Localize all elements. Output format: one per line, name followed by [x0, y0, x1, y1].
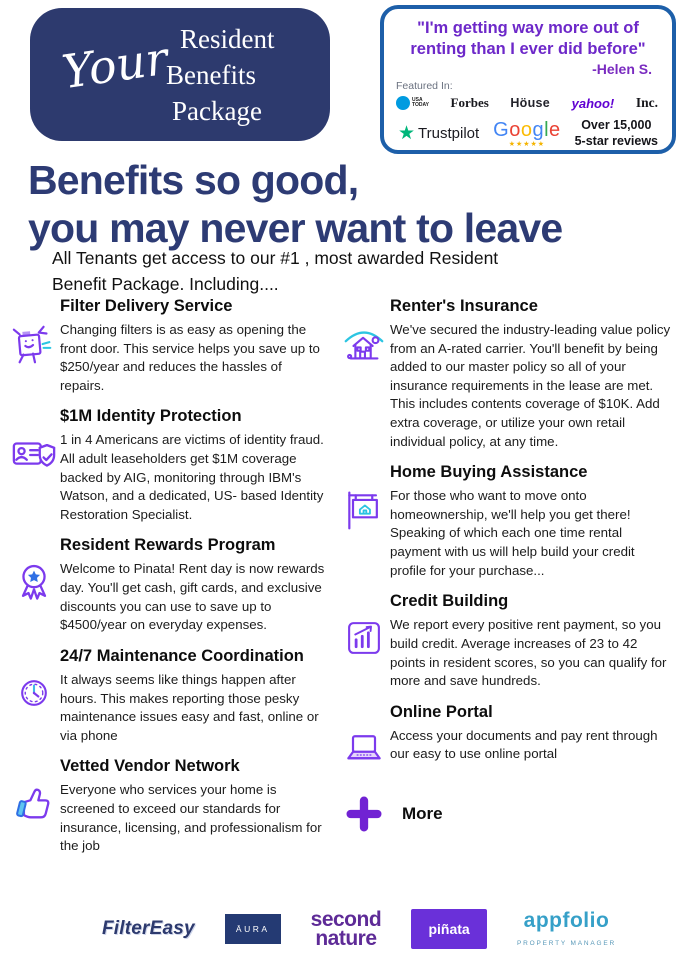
secondnature-line-2: nature	[315, 927, 377, 950]
partner-logos-row	[102, 903, 616, 955]
award-ribbon-icon	[8, 560, 60, 605]
benefit-title: Credit Building	[390, 592, 509, 611]
trustpilot-label: Trustpilot	[418, 125, 480, 143]
benefit-title: Renter's Insurance	[390, 297, 538, 315]
benefits-grid	[8, 297, 678, 868]
benefit-vendor-network	[8, 757, 338, 855]
google-logo	[493, 120, 561, 148]
benefit-body: For those who want to move onto homeownership, we'll help you get there! Speaking of which each one time rental payment with us will help build your credit profile for your purchase...	[390, 488, 635, 578]
page-subtitle	[52, 245, 498, 298]
benefit-maintenance	[8, 647, 338, 745]
review-logos-row	[396, 118, 660, 149]
google-letter: g	[532, 118, 545, 141]
google-stars-icon: ★★★★★	[508, 140, 546, 148]
benefit-title: Vetted Vendor Network	[60, 757, 240, 776]
yahoo-logo: yahoo!	[571, 95, 615, 111]
benefit-title: 24/7 Maintenance Coordination	[60, 646, 304, 665]
testimonial-attribution: -Helen S.	[592, 61, 652, 78]
more-label: More	[402, 803, 443, 823]
quote-line-1: "I'm getting way more out of	[417, 19, 639, 37]
google-letter: l	[544, 118, 550, 141]
trustpilot-star-icon: ★	[398, 123, 416, 145]
google-letter: G	[493, 118, 510, 141]
page-title	[28, 156, 562, 253]
usatoday-circle-icon	[396, 96, 410, 110]
clock-icon	[8, 671, 60, 714]
brand-logo-card	[30, 8, 330, 141]
reviews-line-2: 5-star reviews	[574, 133, 658, 148]
appfolio-logo	[517, 909, 616, 950]
benefit-title: Resident Rewards Program	[60, 536, 276, 555]
reviews-line-1: Over 15,000	[581, 118, 652, 133]
logo-wordmark	[158, 22, 275, 130]
bar-chart-icon	[338, 616, 390, 659]
benefits-column-left	[8, 297, 338, 868]
benefit-identity-protection	[8, 407, 338, 524]
benefit-filter-delivery	[8, 297, 338, 395]
benefit-rewards-program	[8, 536, 338, 634]
benefit-body: It always seems like things happen after hours. This makes reporting those pesky maintenance issues easy and fast, online or via phone	[60, 671, 319, 743]
house-rainbow-icon	[338, 321, 390, 368]
secondnature-logo	[310, 907, 382, 950]
thumbs-up-icon	[8, 781, 60, 826]
appfolio-wordmark: appfolio	[523, 908, 610, 932]
sign-house-icon	[338, 487, 390, 532]
benefit-title: Online Portal	[390, 702, 493, 721]
benefit-more	[344, 794, 678, 834]
benefit-body: 1 in 4 Americans are victims of identity fraud. All adult leaseholders get $1M coverage backed by AIG, monitoring through IBM's Watson, and a dedicated, US- based Identity Restoration Specialist.	[60, 432, 324, 522]
google-wordmark	[493, 120, 561, 140]
logo-line-package: Package	[172, 95, 262, 126]
id-shield-icon	[8, 431, 60, 478]
laptop-icon	[338, 727, 390, 772]
benefit-body: We report every positive rent payment, so you build credit. Average increases of 23 to 42 points in resident scores, so you can qualify for more and save hundreds.	[390, 617, 667, 689]
logo-line-benefits: Benefits	[166, 59, 256, 90]
benefit-body: Changing filters is as easy as opening the front door. This service helps you save up to $250/year and reduces the hassles of repairs.	[60, 322, 320, 393]
benefit-body: Everyone who services your home is screened to exceed our standards for insurance, licensing, and professionalism for the job	[60, 782, 322, 854]
forbes-logo: Forbes	[450, 95, 489, 111]
quote-line-2: renting than I ever did before"	[410, 40, 646, 59]
pinata-logo: piñata	[411, 909, 487, 949]
testimonial-quote	[396, 18, 660, 60]
benefit-title: Filter Delivery Service	[60, 297, 233, 315]
secondnature-line-1: second	[310, 907, 382, 931]
headline-line-1: Benefits so good,	[28, 157, 359, 203]
usatoday-text	[412, 98, 429, 109]
plus-icon	[344, 794, 384, 834]
trustpilot-logo	[398, 124, 479, 143]
logo-line-resident: Resident	[180, 24, 275, 54]
benefit-title: Home Buying Assistance	[390, 463, 588, 482]
press-logos-row	[396, 95, 660, 111]
google-letter: e	[549, 118, 561, 141]
benefit-body: Welcome to Pinata! Rent day is now rewards day. You'll get cash, gift cards, and exclusive discounts you can use to save up to $4500/year on everyday expenses.	[60, 561, 325, 633]
usatoday-top: USA	[412, 96, 423, 103]
testimonial-card	[380, 5, 676, 154]
featured-in-label: Featured In:	[396, 80, 453, 93]
appfolio-subtitle: PROPERTY MANAGER	[516, 939, 616, 947]
logo-script-your: Your	[58, 30, 171, 100]
google-letter: o	[509, 118, 521, 141]
google-letter: o	[520, 118, 533, 141]
benefit-renters-insurance	[338, 297, 678, 451]
subtitle-line-1: All Tenants get access to our #1 , most awarded Resident	[52, 248, 499, 268]
usatoday-bottom: TODAY	[412, 102, 429, 109]
benefit-body: We've secured the industry-leading value policy from an A-rated carrier. You'll benefit by being added to our master policy so all of your insurance requirements in the lease are met. This includes contents coverage of $10K. Add extra coverage, or utilize your own retail individual policy, at any time.	[390, 322, 671, 449]
benefit-credit-building	[338, 592, 678, 690]
inc-logo: Inc.	[635, 95, 658, 111]
benefit-home-buying	[338, 463, 678, 580]
reviews-count	[575, 118, 658, 149]
benefits-column-right	[338, 297, 678, 868]
benefit-title: $1M Identity Protection	[60, 407, 242, 426]
usatoday-logo	[396, 96, 429, 110]
filter-box-icon	[8, 321, 60, 368]
subtitle-line-2: Benefit Package. Including....	[52, 274, 279, 295]
filtereasy-logo: FilterEasy	[102, 918, 195, 939]
benefit-online-portal	[338, 703, 678, 772]
benefit-body: Access your documents and pay rent through our easy to use online portal	[390, 727, 658, 762]
aura-logo: ĀURA	[225, 914, 281, 944]
house-logo: Höuse	[510, 96, 551, 111]
headline-line-2: you may never want to leave	[28, 205, 563, 252]
